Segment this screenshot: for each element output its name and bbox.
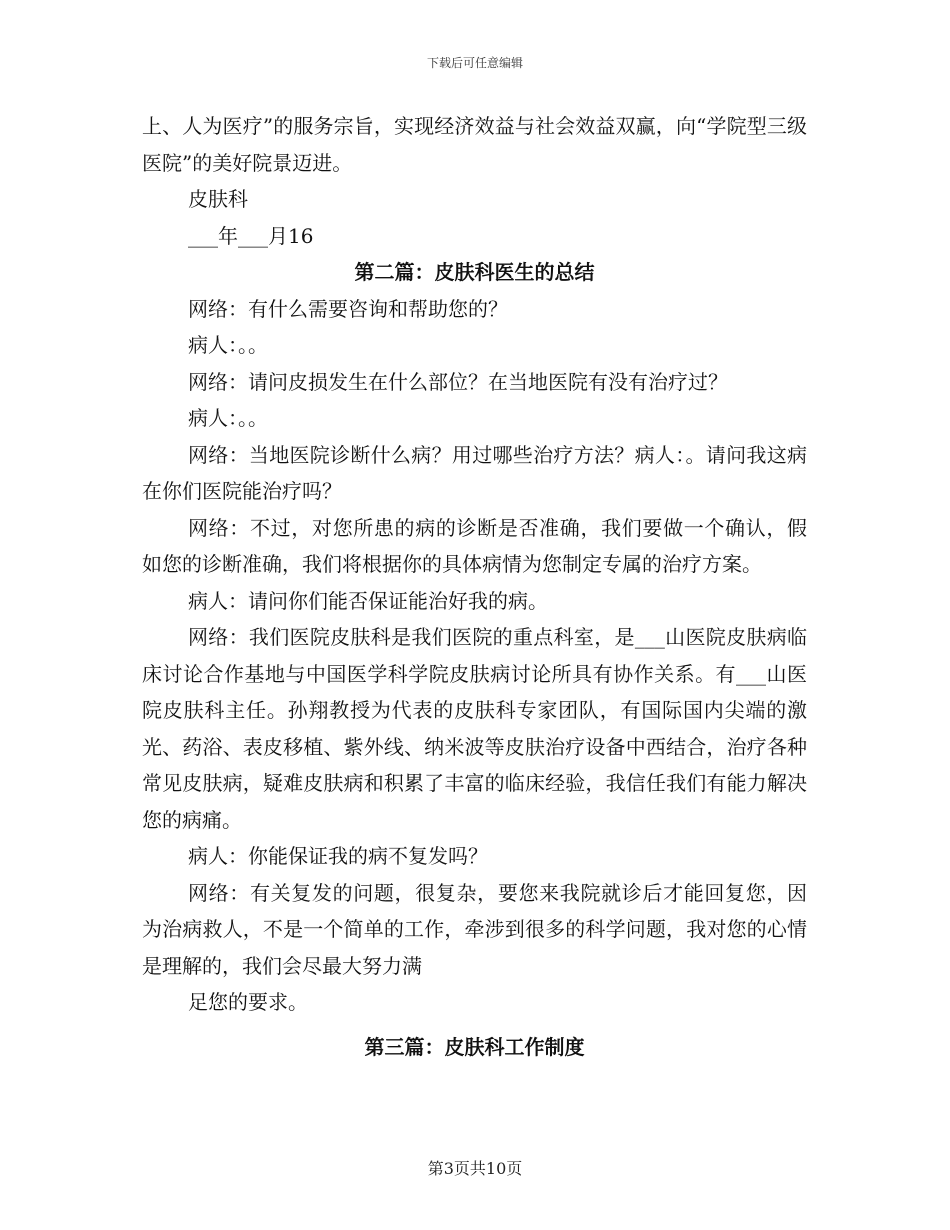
section-heading-3: 第三篇：皮肤科工作制度 (364, 1034, 585, 1059)
page-header: 下载后可任意编辑 (426, 56, 523, 70)
dialogue-line: 病人：。。 (188, 406, 268, 430)
dialogue-line: 网络：请问皮损发生在什么部位？在当地医院有没有治疗过？ (188, 369, 728, 394)
page-footer: 第3页共10页 (427, 1159, 523, 1178)
dialogue-line: 病人：你能保证我的病不复发吗？ (188, 844, 488, 868)
dialogue-line: 病人：请问你们能否保证能治好我的病。 (188, 588, 548, 613)
dialogue-line: 网络：我们医院皮肤科是我们医院的重点科室，是___山医院皮肤病临床讨论合作基地与中国医学科学院皮肤病讨论所具有协作关系。有___山医院皮肤科主任。孙翔教授为代表的皮肤科专家团队，有国际国内尖端的激光、药浴、表皮移植、紫外线、纳米波等皮肤治疗设备中西结合，治疗各种常见皮肤病，疑难皮肤病和积累了丰富的临床经验，我信任我们有能力解决您的病痛。 (142, 625, 807, 832)
dialogue-line: 足您的要求。 (188, 990, 308, 1014)
dialogue-line: 网络：有关复发的问题，很复杂，要您来我院就诊后才能回复您，因为治病救人，不是一个简单的工作，牵涉到很多的科学问题，我对您的心情是理解的，我们会尽最大努力满 (142, 880, 807, 978)
section-heading-2: 第二篇：皮肤科医生的总结 (354, 260, 595, 284)
signature-department: 皮肤科 (188, 187, 248, 211)
dialogue-line: 网络：不过，对您所患的病的诊断是否准确，我们要做一个确认，假如您的诊断准确，我们将根据你的具体病情为您制定专属的治疗方案。 (142, 515, 807, 576)
dialogue-line: 网络：有什么需要咨询和帮助您的？ (188, 296, 508, 321)
dialogue-line: 病人：。。 (188, 333, 268, 357)
signature-date: ___年___月16 (188, 223, 314, 248)
document-body (142, 108, 807, 1065)
paragraph-continuation: 上、人为医疗”的服务宗旨，实现经济效益与社会效益双赢，向“学院型三级医院”的美好院景迈进。 (142, 114, 807, 175)
dialogue-line: 网络：当地医院诊断什么病？用过哪些治疗方法？病人：。请问我这病在你们医院能治疗吗？ (142, 442, 807, 503)
